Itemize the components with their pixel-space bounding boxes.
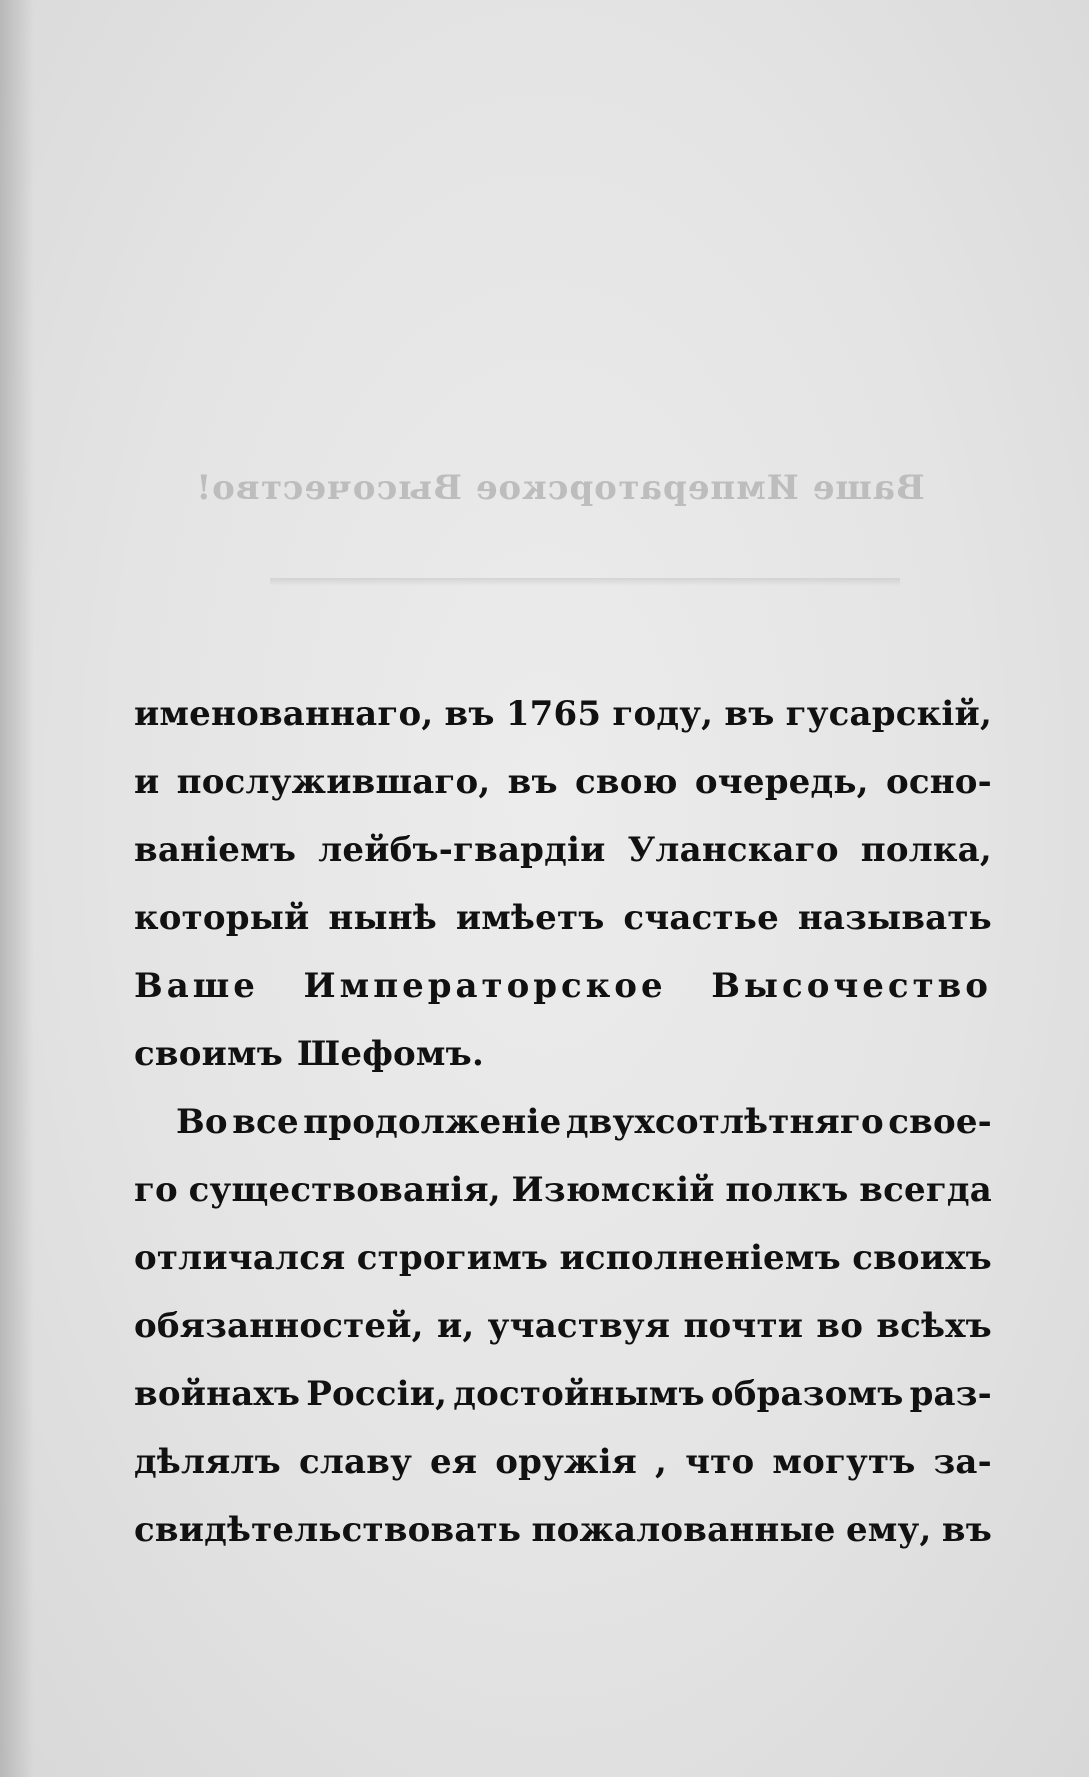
word: Уланскаго [627,830,839,870]
word: Изюмскій [511,1170,715,1210]
word: дѣлялъ [134,1442,281,1482]
word: Шефомъ. [297,1034,484,1074]
text-line [134,1292,992,1360]
word: Императорское [303,966,667,1006]
text-line [134,1156,992,1224]
word: отличался [134,1238,346,1278]
word: имѣетъ [455,898,605,938]
word: продолженіе [303,1102,562,1142]
word: называть [797,898,992,938]
word: въ [507,762,558,802]
word: который [134,898,310,938]
text-line [134,1428,992,1496]
word: лейбъ-гвардіи [318,830,606,870]
word: за- [933,1442,992,1482]
bleed-through-rule [270,578,900,586]
word: го [134,1170,178,1210]
word: что [685,1442,755,1482]
bleed-through-heading: Ваше Императорское Высочество! [195,468,925,508]
word: строгимъ [356,1238,549,1278]
body-text [134,680,992,1564]
word: ему, [845,1510,932,1550]
word: гусарскій, [785,694,992,734]
word: , [655,1442,668,1482]
word: въ [724,694,775,734]
word: ея [430,1442,478,1482]
word: могутъ [772,1442,916,1482]
text-line [134,1020,992,1088]
word: пожалованные [531,1510,836,1550]
word: всегда [859,1170,992,1210]
word: своимъ [134,1034,284,1074]
word: исполненіемъ [559,1238,841,1278]
word: почти [683,1306,804,1346]
text-line [134,680,992,748]
word: славу [298,1442,413,1482]
word: ваніемъ [134,830,297,870]
text-line [134,884,992,952]
word: раз- [909,1374,992,1414]
word: Во [176,1102,228,1142]
word: Высочество [711,966,992,1006]
word: 1765 [505,694,602,734]
word: всѣхъ [876,1306,992,1346]
word: Россіи, [306,1374,448,1414]
text-line [134,1224,992,1292]
word: полкъ [725,1170,849,1210]
word: свидѣтельствовать [134,1510,522,1550]
word: двухсотлѣтняго [565,1102,884,1142]
word: и, [436,1306,475,1346]
word: осно- [885,762,992,802]
word: войнахъ [134,1374,301,1414]
paragraph-start-line [134,1088,992,1156]
word: существованія, [188,1170,501,1210]
word: участвуя [487,1306,671,1346]
word: свою [574,762,678,802]
word: оружія [495,1442,638,1482]
word: въ [941,1510,992,1550]
word: въ [444,694,495,734]
word: все [232,1102,299,1142]
page-edge-shadow [0,0,34,1777]
word: достойнымъ [453,1374,705,1414]
word: именованнаго, [134,694,434,734]
word: Ваше [134,966,259,1006]
text-line-title [134,952,992,1020]
word: образомъ [710,1374,904,1414]
text-line [134,1496,992,1564]
word: своихъ [852,1238,992,1278]
word: и [134,762,160,802]
word: очередь, [694,762,869,802]
word: счастье [623,898,779,938]
text-line [134,748,992,816]
text-line [134,816,992,884]
word: нынѣ [328,898,437,938]
word: свое- [888,1102,992,1142]
word: послужившаго, [176,762,491,802]
word: полка, [860,830,992,870]
text-line [134,1360,992,1428]
word: году, [612,694,714,734]
word: обязанностей, [134,1306,424,1346]
word: во [816,1306,864,1346]
